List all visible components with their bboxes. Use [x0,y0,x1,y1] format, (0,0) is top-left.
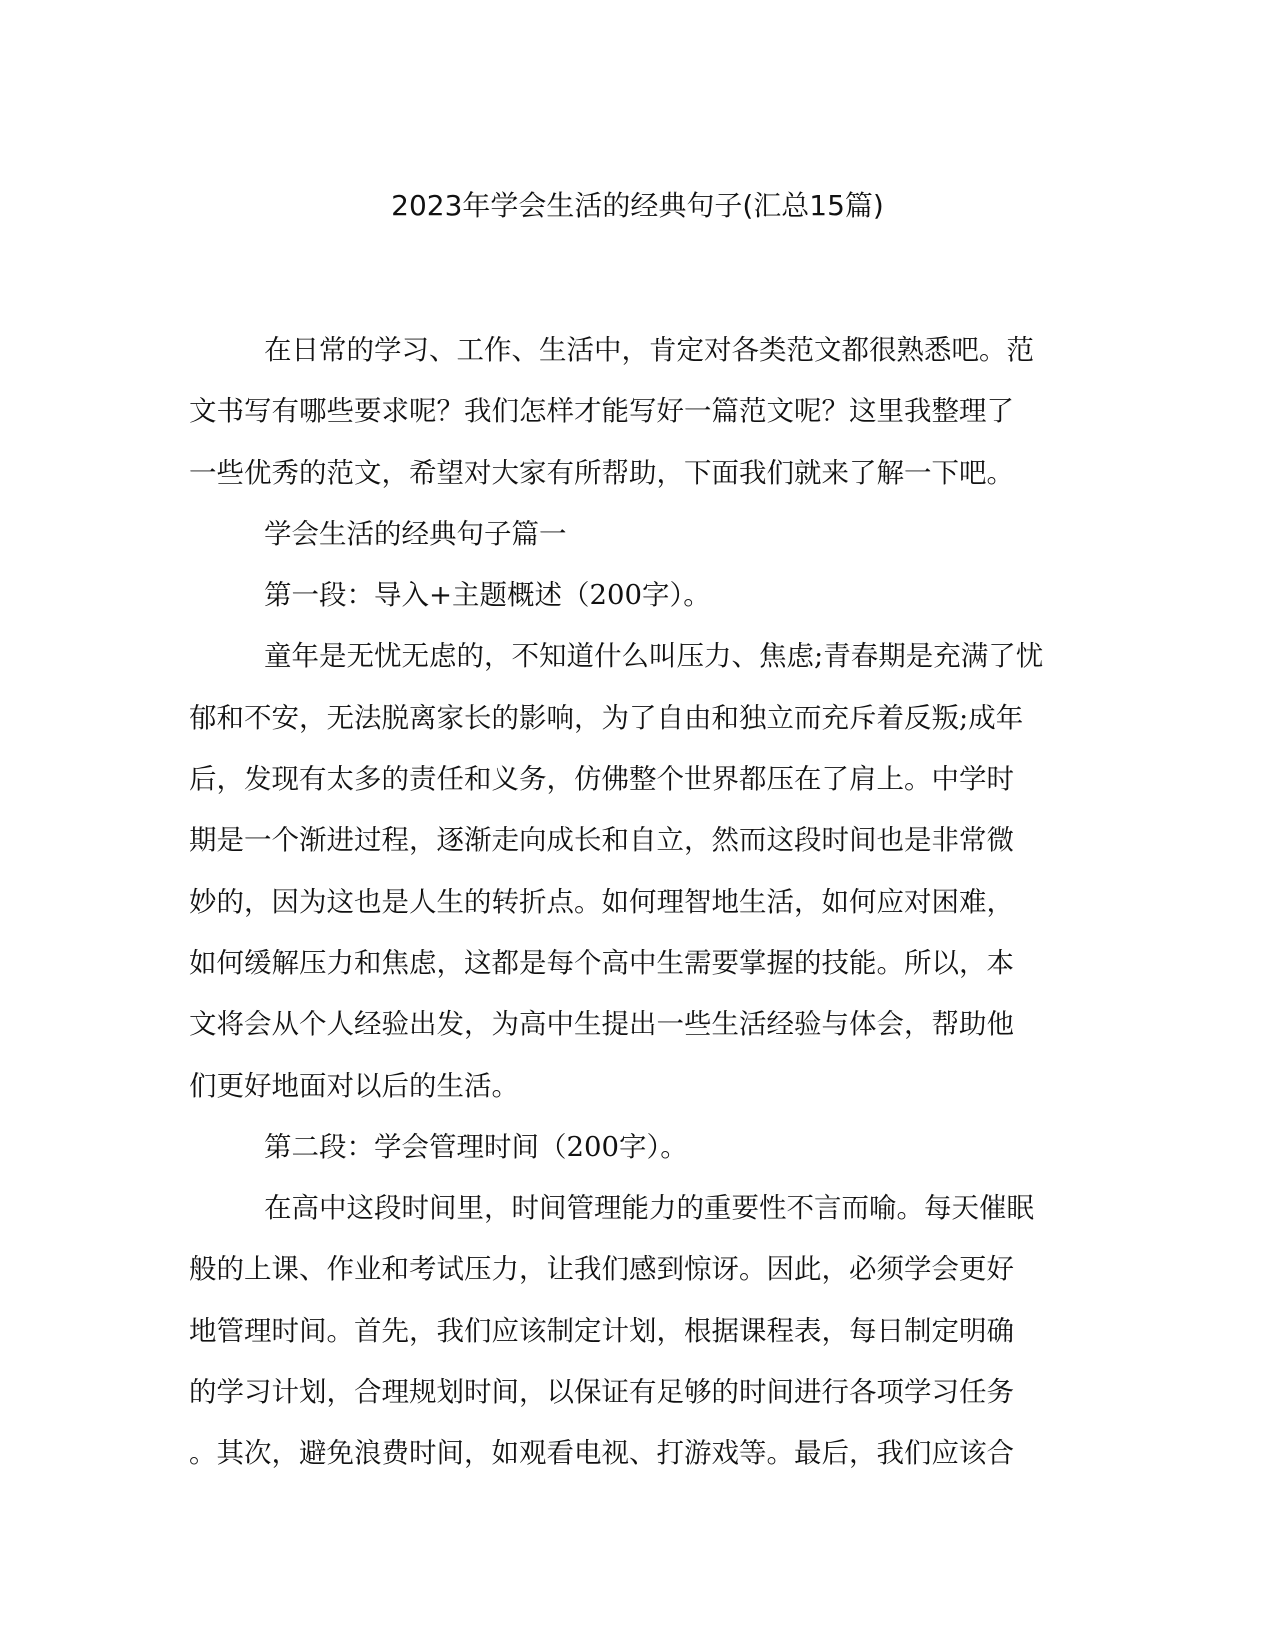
text-line: 如何缓解压力和焦虑，这都是每个高中生需要掌握的技能。所以，本 [189,946,1014,979]
text-line: 们更好地面对以后的生活。 [189,1069,519,1102]
text-line: 童年是无忧无虑的，不知道什么叫压力、焦虑;青春期是充满了忧 [264,640,1044,673]
text-line: 的学习计划，合理规划时间，以保证有足够的时间进行各项学习任务 [189,1376,1014,1409]
text-line: 文将会从个人经验出发，为高中生提出一些生活经验与体会，帮助他 [189,1008,1014,1041]
text-line: 第一段：导入+主题概述（200字）。 [264,579,711,612]
text-line: 妙的，因为这也是人生的转折点。如何理智地生活，如何应对困难， [189,885,1014,918]
document-body [189,330,1089,1495]
text-line: 在日常的学习、工作、生活中，肯定对各类范文都很熟悉吧。范 [264,334,1034,366]
text-line: 学会生活的经典句子篇一 [264,517,567,550]
text-line: 在高中这段时间里，时间管理能力的重要性不言而喻。每天催眠 [264,1192,1034,1225]
text-line: 第二段：学会管理时间（200字）。 [264,1130,688,1163]
text-line: 期是一个渐进过程，逐渐走向成长和自立，然而这段时间也是非常微 [189,824,1014,857]
text-line: 文书写有哪些要求呢？我们怎样才能写好一篇范文呢？这里我整理了 [189,395,1014,428]
document-title: 2023年学会生活的经典句子(汇总15篇) [391,189,884,222]
text-line: 后，发现有太多的责任和义务，仿佛整个世界都压在了肩上。中学时 [189,763,1014,796]
text-line: 般的上课、作业和考试压力，让我们感到惊讶。因此，必须学会更好 [189,1253,1014,1286]
text-line: 。其次，避免浪费时间，如观看电视、打游戏等。最后，我们应该合 [189,1437,1014,1470]
text-line: 地管理时间。首先，我们应该制定计划，根据课程表，每日制定明确 [189,1314,1014,1347]
text-line: 郁和不安，无法脱离家长的影响，为了自由和独立而充斥着反叛;成年 [189,701,1024,734]
text-line: 一些优秀的范文，希望对大家有所帮助，下面我们就来了解一下吧。 [189,456,1014,489]
